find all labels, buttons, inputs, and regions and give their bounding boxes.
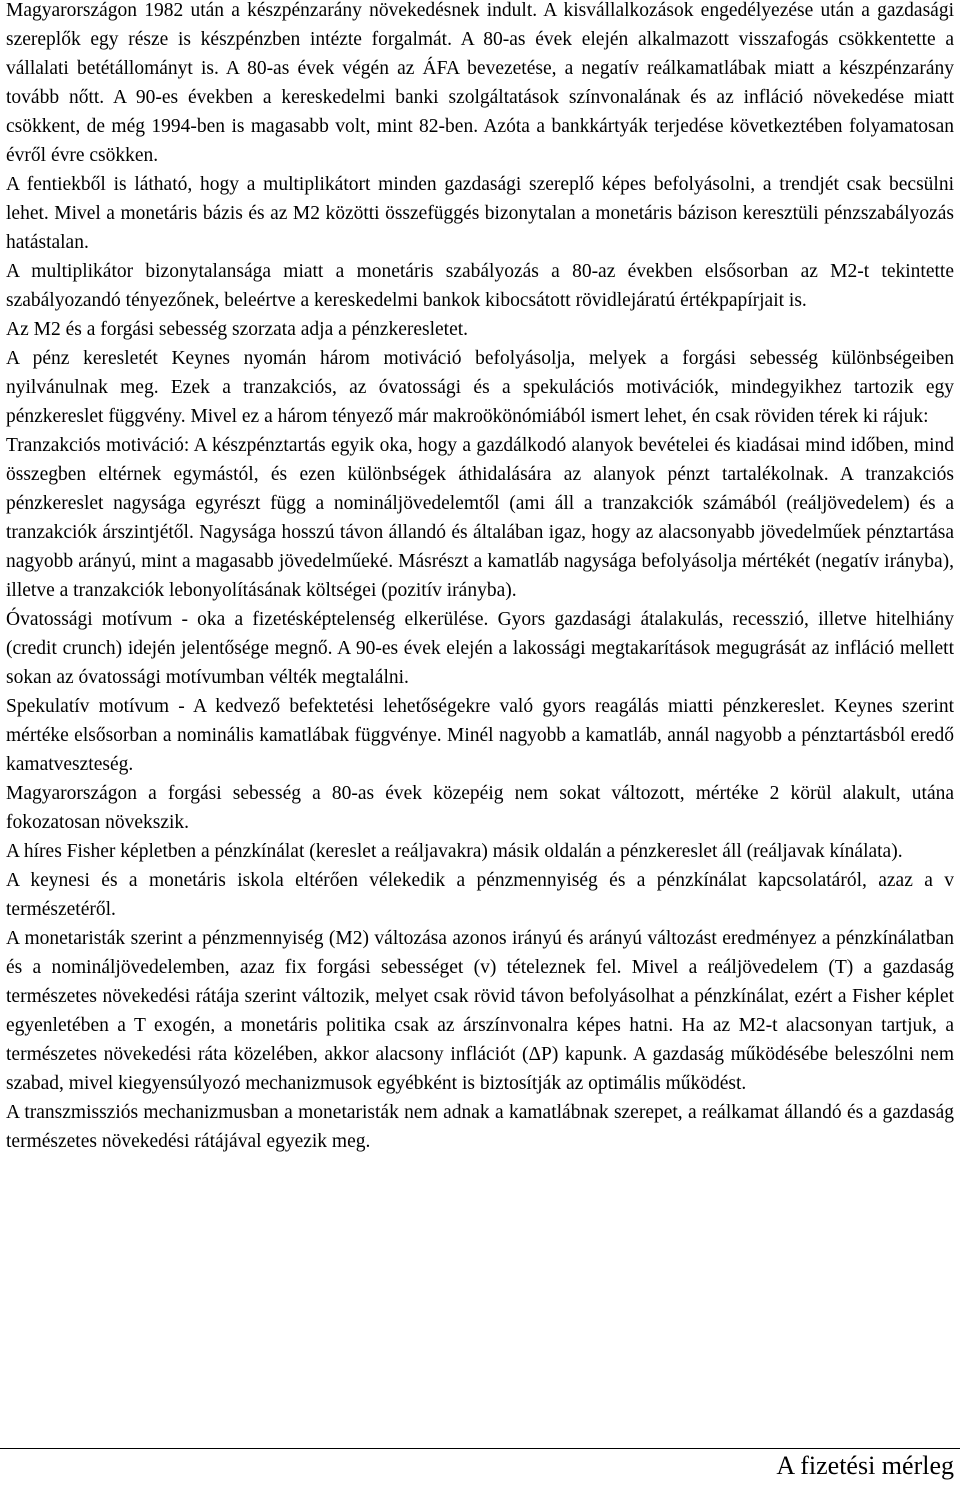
paragraph: Spekulatív motívum - A kedvező befektetési lehetőségekre való gyors reagálás miatti pénzkereslet. Keynes szerint mértéke elsősorban a nominális kamatlábak függvénye. Minél nagyobb a kamatláb, annál nagyobb a pénztartásból eredő kamatveszteség. (6, 696, 954, 775)
section-title: A fizetési mérleg (776, 1451, 954, 1480)
paragraph: A monetaristák szerint a pénzmennyiség (M2) változása azonos irányú és arányú változást eredményez a pénzkínálatban és a nomináljövedelemben, azaz fix forgási sebességet (v) tételeznek fel. Mivel a reáljövedelem (T) a gazdaság természetes növekedési rátája szerint változik, melyet csak rövid távon befolyásolhat a pénzkínálat, ezért a Fisher képlet egyenletében a T exogén, a monetáris politika csak az árszínvonalra képes hatni. Ha az M2-t alacsonyan tartjuk, a természetes növekedési ráta közelében, akkor alacsony inflációt (ΔP) kapunk. A gazdaság működésébe beleszólni nem szabad, mivel kiegyensúlyozó mechanizmusok egyébként is biztosítják az optimális működést. (6, 928, 954, 1094)
paragraph: Magyarországon 1982 után a készpénzarány növekedésnek indult. A kisvállalkozások engedélyezése után a gazdasági szereplők egy része is készpénzben intézte forgalmát. A 80-as évek elején alkalmazott visszafogás csökkentette a vállalati betétállományt is. A 80-as évek végén az ÁFA bevezetése, a negatív reálkamatlábak miatt a készpénzarány tovább nőtt. A 90-es években a kereskedelmi banki szolgáltatások színvonalának és az infláció növekedése miatt csökkent, de még 1994-ben is magasabb volt, mint 82-ben. Azóta a bankkártyák terjedése következtében folyamatosan évről évre csökken. (6, 0, 954, 166)
paragraph: A keynesi és a monetáris iskola eltérően vélekedik a pénzmennyiség és a pénzkínálat kapcsolatáról, azaz a v természetéről. (6, 870, 954, 920)
paragraph: Tranzakciós motiváció: A készpénztartás egyik oka, hogy a gazdálkodó alanyok bevételei és kiadásai mind időben, mind összegben eltérnek egymástól, és ezen különbségek áthidalására az alanyok pénzt tartalékolnak. A tranzakciós pénzkereslet nagysága egyrészt függ a nomináljövedelemtől (ami áll a tranzakciók számából (reáljövedelem) és a tranzakciók árszintjétől. Nagysága hosszú távon állandó és általában igaz, hogy az alacsonyabb jövedelműek pénztartása nagyobb arányú, mint a magasabb jövedelműeké. Másrészt a kamatláb nagysága befolyásolja mértékét (negatív irányba), illetve a tranzakciók lebonyolításának költségei (pozitív irányba). (6, 435, 954, 601)
paragraph: A híres Fisher képletben a pénzkínálat (kereslet a reáljavakra) másik oldalán a pénzkereslet áll (reáljavak kínálata). (6, 841, 903, 862)
paragraph: Magyarországon a forgási sebesség a 80-as évek közepéig nem sokat változott, mértéke 2 körül alakult, utána fokozatosan növekszik. (6, 783, 954, 833)
document-body (6, 0, 954, 1156)
paragraph: A transzmissziós mechanizmusban a monetaristák nem adnak a kamatlábnak szerepet, a reálkamat állandó és a gazdaság természetes növekedési rátájával egyezik meg. (6, 1102, 954, 1152)
paragraph: A pénz keresletét Keynes nyomán három motiváció befolyásolja, melyek a forgási sebesség különbségeiben nyilvánulnak meg. Ezek a tranzakciós, az óvatossági és a spekulációs motivációk, mindegyikhez tartozik egy pénzkereslet függvény. Mivel ez a három tényező már makroökönómiából ismert lehet, én csak röviden térek ki rájuk: (6, 348, 954, 427)
paragraph: A multiplikátor bizonytalansága miatt a monetáris szabályozás a 80-az években elsősorban az M2-t tekintette szabályozandó tényezőnek, beleértve a kereskedelmi bankok kibocsátott rövidlejáratú értékpapírjait is. (6, 261, 954, 311)
paragraph: A fentiekből is látható, hogy a multiplikátort minden gazdasági szereplő képes befolyásolni, a trendjét csak becsülni lehet. Mivel a monetáris bázis és az M2 közötti összefüggés bizonytalan a monetáris bázison keresztüli pénzszabályozás hatástalan. (6, 174, 954, 253)
paragraph: Az M2 és a forgási sebesség szorzata adja a pénzkeresletet. (6, 319, 469, 340)
paragraph: Óvatossági motívum - oka a fizetésképtelenség elkerülése. Gyors gazdasági átalakulás, recesszió, illetve hitelhiány (credit crunch) idején jelentősége megnő. A 90-es évek elején a lakossági megtakarítások megugrását az infláció mellett sokan az óvatossági motívumban vélték megtalálni. (6, 609, 954, 688)
